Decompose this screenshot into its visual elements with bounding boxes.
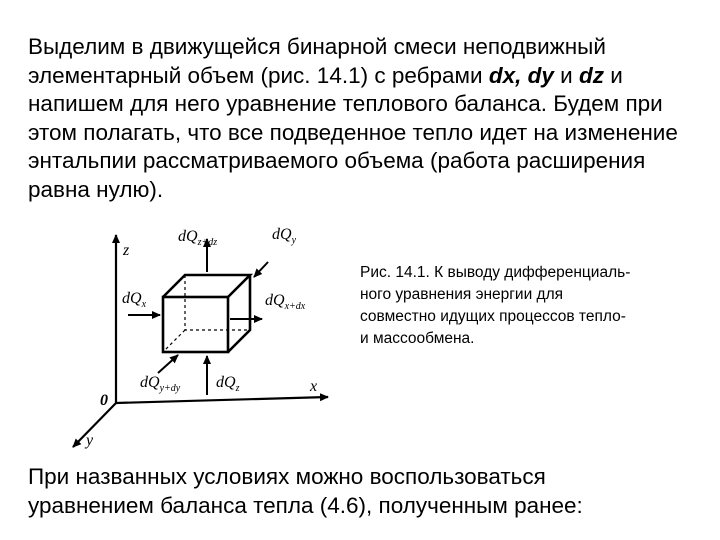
figure-caption bbox=[360, 262, 690, 350]
label-dq-x: $dQ_x$ bbox=[122, 290, 147, 310]
y-axis bbox=[73, 403, 116, 447]
figure-14-1-diagram bbox=[60, 215, 350, 460]
conclusion-line: При названных условиях можно воспользоваться bbox=[28, 464, 546, 489]
conjunction: и bbox=[560, 62, 573, 88]
cube-back-edges bbox=[163, 275, 250, 352]
conclusion-paragraph bbox=[28, 462, 698, 520]
label-dq-y-dy: $dQ_{y+dy}$ bbox=[140, 374, 181, 394]
label-dq-x-dx: $dQ_{x+dx}$ bbox=[265, 292, 306, 312]
axis-x-label: x bbox=[310, 378, 318, 395]
intro-text-start: Выделим в движущейся бинарной смеси неподвижный элементарный объем (рис. 14.1) с ребрами bbox=[28, 34, 606, 88]
origin-label: 0 bbox=[100, 392, 108, 409]
edge-dx: dx, bbox=[488, 62, 522, 88]
arrow-dq-y bbox=[254, 262, 268, 277]
intro-text-end: и напишем для него уравнение теплового баланса. Будем при этом полагать, что все подведенное тепло идет на изменение энтальпии рассматриваемого объема (работа расширения равна нулю). bbox=[28, 62, 678, 202]
caption-line: Рис. 14.1. К выводу дифференциаль- bbox=[360, 264, 631, 281]
conclusion-line: уравнением баланса тепла (4.6), полученным ранее: bbox=[28, 493, 583, 518]
arrow-dq-y-dy bbox=[158, 355, 178, 373]
x-axis bbox=[116, 397, 328, 403]
intro-paragraph bbox=[28, 33, 698, 204]
axis-z-label: z bbox=[123, 242, 130, 259]
axis-y-label: y bbox=[86, 432, 94, 449]
label-dq-y: $dQ_y$ bbox=[272, 226, 297, 246]
caption-line: совместно идущих процессов тепло- bbox=[360, 308, 626, 325]
caption-line: ного уравнения энергии для bbox=[360, 286, 564, 303]
cube-front-face bbox=[163, 297, 228, 352]
label-dq-z-dz: $dQ_{z+dz}$ bbox=[178, 228, 218, 248]
label-dq-z: $dQ_z$ bbox=[216, 374, 240, 394]
edge-dz: dz bbox=[578, 62, 604, 88]
caption-line: и массообмена. bbox=[360, 330, 475, 347]
edge-dy: dy bbox=[527, 62, 554, 88]
